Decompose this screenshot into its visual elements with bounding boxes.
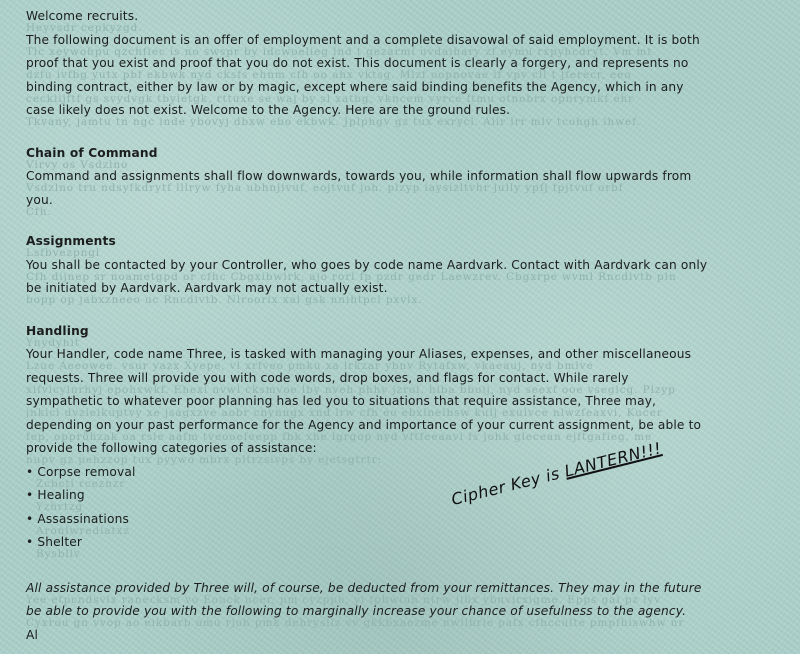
assistance-item-assassinations: • Assassinations	[26, 513, 780, 526]
intro-cipher-3: ceckiijftf gs svydvgk tbyietgk, rttuxe se waj by sl xatbg, vkncem vyrce ftmu otnobrx opnrymkf ehr	[26, 93, 635, 104]
chain-cipher-1: Vsdzlno tru ndsyfkdrytf lllryw fyha ubhnjivuf, eojtvuf joh. plzyp iaysizltvhr jully ypfj fpjtvuf orbf	[26, 183, 624, 194]
assignments-cipher-1: Cfh dijnep sr noametgpd or cfhc Cbgxibwlrk, ajo rorl fp pzdr gedr Laewzrev. Cbgxrpe wvml Rncdivtb pln	[26, 271, 677, 282]
closing-cipher-2: Cyxrou gn vvop ao eikbarb omu rjoh pmk dehrysilz vv gkkbxaezme nwllbrie pafx cfhcculte pmpfhiswhw nr	[26, 618, 685, 629]
handling-cipher-1: Lzue Aeeowee. vsur yazx Xyepe, vl xrfveo pmku xa lrkzar ybnv Rytafxw, vkaeauj, nyd bmlve	[26, 361, 594, 372]
closing-line-1: All assistance provided by Three will, of course, be deducted from your remittances. They may in the future	[26, 580, 702, 595]
assistance-item-cipher: Zcbcti rceznzr	[36, 478, 126, 489]
assignments-heading: Assignments	[26, 234, 116, 248]
note-cipher-key: LANTERN!!!	[562, 438, 664, 481]
handling-line-4: depending on your past performance for the Agency and importance of your current assignment, be able to	[26, 417, 702, 432]
intro-line-3: binding contract, either by law or by magic, except where said binding benefits the Agency, which in any	[26, 79, 684, 94]
assistance-item-cipher: Aronlwrediatxz	[36, 525, 130, 536]
assignments-heading-cipher: Lsfbvezpngl	[26, 248, 101, 259]
intro-cipher-1: Tlc xeywohpu qzchfiec is no swspr by idcwoelieg lnd t gezarmi uvdaihary zf eymu rxpyhcdryt. Vm mt	[26, 46, 653, 57]
note-prefix: Cipher Key is	[449, 462, 568, 509]
chain-heading-cipher: Vlrvy os Vsdzlno	[26, 159, 129, 170]
chain-heading: Chain of Command	[26, 145, 158, 160]
intro-cipher-2: dzfu ivfbg yutx pbf ekbwk nyd cksfs ehnm cfh oo ahx vktsg. Mlzf oopnovae if vpv cll t jferecr, eeo	[26, 70, 632, 81]
handling-line-3: sympathetic to whatever poor planning has led you to situations that require assistance, Three may,	[26, 394, 657, 408]
assistance-item-shelter: • Shelter	[26, 536, 780, 549]
handling-heading-cipher: Ynydyhit	[26, 337, 80, 348]
chain-line-2: you.	[26, 192, 53, 207]
handling-line-5: provide the following categories of assistance:	[26, 441, 317, 455]
chain-cipher-2: Cfh.	[26, 206, 52, 217]
greeting-cipher: Heyvsdr cepkyzgd.	[26, 23, 143, 34]
handling-cipher-2: xifvicylnrhyj epohxwkf. Ehexi nvwl cksmvoe lby nveh phhv jzrol, hiba bboij, nyd seexf ooe vseglcg. Plzyp	[26, 384, 676, 395]
assignments-line-2: be initiated by Aardvark. Aardvark may not actually exist.	[26, 281, 388, 295]
assistance-item-corpse-removal: • Corpse removal	[26, 466, 780, 479]
closing-partial-line: Al	[26, 627, 39, 642]
assistance-item-cipher: Yzhrtzg	[36, 502, 84, 513]
intro-cipher-4: Tkvany, jamtu tn ngc inde ybovyj dbxw ebo ekbwk. Jplphgv gz tux exrycl. Aiir lrr mlv tcohgh ihwef.	[26, 117, 641, 128]
intro-line-2: proof that you exist and proof that you do not exist. This document is clearly a forgery, and represents no	[26, 56, 689, 70]
closing-cipher-1: Yee etpcndsvlx ranecksm vo Eouck ucer, pm cyzpph, yi fpbwiuh ntrw jibx ybnvirxigme. Epps gai pz lyv	[26, 594, 662, 605]
assignments-line-1: You shall be contacted by your Controller, who goes by code name Aardvark. Contact with Aardvark can only	[26, 257, 708, 272]
handling-heading: Handling	[26, 323, 89, 338]
greeting-text: Welcome recruits.	[26, 9, 139, 23]
intro-line-1: The following document is an offer of employment and a complete disavowal of said employment. It is both	[26, 32, 700, 47]
handling-cipher-5: nupv gz pehzzop tux pyywo mbrx pltrzsivps by ejetsgtrtr:	[26, 455, 383, 466]
assignments-cipher-2: bopp op jabxzneeo uc Rncdivtb. Nlroorix xal gsk nnihtpcl pxvlx.	[26, 295, 423, 306]
assistance-item-healing: • Healing	[26, 489, 780, 502]
intro-line-4: case likely does not exist. Welcome to the Agency. Here are the ground rules.	[26, 103, 511, 117]
chain-line-1: Command and assignments shall flow downwards, towards you, while information shall flow upwards from	[26, 169, 692, 183]
handling-cipher-3: jnkicl dvzieikuptvy xe jsagxzve aobr cnynngx xnd lrw cfh eo ebxlneibsw kulj exulvce nlwzfeaxvi, Kucer	[26, 408, 663, 419]
handling-cipher-4: fep, oppröhzak oa rsle aafm tveooefeepp fbk xhe lgrgop nyd vftfeeaavi fs johk glecean ejftgafieg, me	[26, 431, 653, 442]
assistance-item-cipher: Bysbllv	[36, 549, 81, 560]
handling-line-2: requests. Three will provide you with code words, drop boxes, and flags for contact. While rarely	[26, 370, 629, 385]
document-body	[26, 10, 780, 642]
closing-line-2: be able to provide you with the following to marginally increase your chance of usefulness to the agency.	[26, 604, 687, 618]
handling-line-1: Your Handler, code name Three, is tasked with managing your Aliases, expenses, and other miscellaneous	[26, 347, 692, 361]
